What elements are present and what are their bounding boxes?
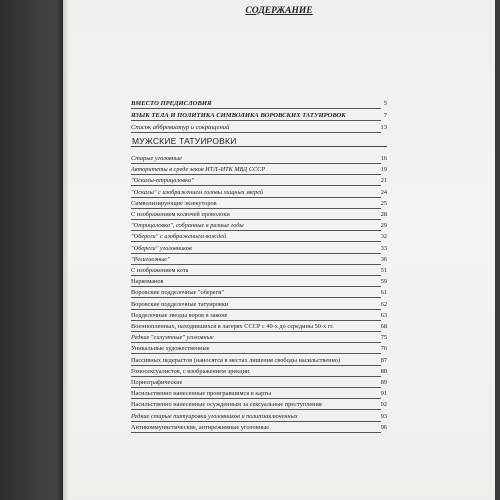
toc-entry-page: 88 xyxy=(380,368,387,375)
toc-entry-page: 96 xyxy=(380,424,387,431)
toc-entry xyxy=(131,233,387,243)
toc-entry-page: 76 xyxy=(380,345,387,352)
leader-line xyxy=(131,120,381,121)
toc-entry xyxy=(131,289,387,299)
toc-entry-label: "Оскалы-отрицаловки" xyxy=(131,177,194,184)
leader-line xyxy=(131,409,381,410)
toc-entry-page: 21 xyxy=(380,177,387,184)
toc-entry xyxy=(131,401,387,411)
leader-line xyxy=(131,331,381,332)
toc-entry-page: 29 xyxy=(380,222,387,229)
toc-entry xyxy=(131,211,387,221)
leader-line xyxy=(131,264,381,265)
toc-entry xyxy=(131,267,387,277)
leader-line xyxy=(131,174,381,175)
toc-entry-page: 61 xyxy=(380,289,387,296)
toc-entry xyxy=(131,390,387,400)
toc-entry-label: Символизирующие экзекуторов xyxy=(131,200,217,207)
toc-entry-label: Подделочные звезды воров в законе xyxy=(131,312,228,319)
toc-entry xyxy=(131,245,387,255)
leader-line xyxy=(131,387,381,388)
leader-line xyxy=(131,432,381,433)
toc-entry xyxy=(131,166,387,176)
toc-entry-page: 28 xyxy=(380,211,387,218)
toc-entry-label: "Отрицаловка", собранные в разные годы xyxy=(131,222,244,229)
toc-entry xyxy=(131,256,387,266)
toc-entry xyxy=(131,357,387,367)
leader-line xyxy=(131,275,381,276)
toc-entry-label: "Обереги" с изображением вождей xyxy=(131,233,227,240)
toc-entry-label: Авторитеты в среде зеков ИТЛ–ИТК МВД СССР xyxy=(131,166,266,173)
toc-entry-label: Гомосексуалистов, с изображением эрекции xyxy=(131,368,250,375)
leader-line xyxy=(131,309,381,310)
toc-entry-page: 7 xyxy=(383,112,387,119)
toc-entry-page: 24 xyxy=(380,189,387,196)
toc-entry-page: 16 xyxy=(380,155,387,162)
toc-entry-page: 62 xyxy=(380,301,387,308)
toc-entry-label: "Оскалы" с изображением головы хищных зверей xyxy=(131,189,264,196)
toc-entry-page: 63 xyxy=(380,312,387,319)
toc-entry-label: Старые уголовные xyxy=(131,155,182,162)
toc-entry-label: Насильственно нанесенные проигравшимся в карты xyxy=(131,390,272,397)
leader-line xyxy=(131,185,381,186)
section-title: МУЖСКИЕ ТАТУИРОВКИ xyxy=(132,136,237,146)
leader-line xyxy=(131,230,381,231)
toc-entry xyxy=(131,222,387,232)
leader-line xyxy=(131,320,381,321)
page-title: СОДЕРЖАНИЕ xyxy=(245,6,313,16)
leader-line xyxy=(131,365,381,366)
leader-line xyxy=(131,108,381,109)
toc-entry-label: ЯЗЫК ТЕЛА И ПОЛИТИКА СИМВОЛИКА ВОРОВСКИХ ТАТУИРОВОК xyxy=(131,112,346,119)
toc-entry-label: Редкие "силуэтные" уголовные xyxy=(131,334,214,341)
toc-entry-label: Воровские подделочные "обереги" xyxy=(131,289,225,296)
toc-entry xyxy=(131,334,387,344)
toc-entry xyxy=(131,323,387,333)
leader-line xyxy=(131,286,381,287)
toc-entry-page: 51 xyxy=(380,267,387,274)
toc-entry xyxy=(131,368,387,378)
toc-entry-page: 75 xyxy=(380,334,387,341)
toc-entry xyxy=(131,100,387,110)
toc-entry-label: Насильственно нанесенные осужденным за сексуальные преступления xyxy=(131,401,322,408)
toc-entry xyxy=(131,200,387,210)
toc-entry-label: Редкие старые татуировки уголовников и политзаключенных xyxy=(131,413,298,420)
toc-entry-label: "Обереги" уголовников xyxy=(131,245,192,252)
leader-line xyxy=(131,163,381,164)
toc-entry-label: Порнографические xyxy=(131,379,183,386)
toc-entry-page: 13 xyxy=(380,124,387,131)
toc-entry-page: 93 xyxy=(380,413,387,420)
toc-entry-label: Военнопленных, находившихся в лагерях СССР с 40-х до середины 50-х гг. xyxy=(131,323,334,330)
toc-entry-label: ВМЕСТО ПРЕДИСЛОВИЯ xyxy=(131,100,212,107)
toc-entry xyxy=(131,189,387,199)
toc-entry-label: Воровские подделочные татуировки xyxy=(131,301,229,308)
toc-entry xyxy=(131,112,387,122)
leader-line xyxy=(131,197,381,198)
toc-entry-page: 25 xyxy=(380,200,387,207)
toc-entry xyxy=(131,345,387,355)
toc-entry xyxy=(131,413,387,423)
toc-entry xyxy=(131,155,387,165)
leader-line xyxy=(131,353,381,354)
section-rule xyxy=(131,146,387,147)
toc-entry xyxy=(131,124,387,134)
leader-line xyxy=(131,253,381,254)
toc-entry xyxy=(131,278,387,288)
leader-line xyxy=(131,219,381,220)
leader-line xyxy=(131,398,381,399)
toc-entry xyxy=(131,301,387,311)
toc-entry-label: Наркоманов xyxy=(131,278,164,285)
toc-entry-page: 36 xyxy=(380,256,387,263)
toc-entry-page: 19 xyxy=(380,166,387,173)
toc-entry-label: "Религиозные" xyxy=(131,256,170,263)
toc-entry-page: 89 xyxy=(380,379,387,386)
leader-line xyxy=(131,241,381,242)
toc-entry-page: 59 xyxy=(380,278,387,285)
toc-entry-label: С изображением колючей проволоки xyxy=(131,211,230,218)
toc-entry-label: Список аббревиатур и сокращений xyxy=(131,124,230,131)
leader-line xyxy=(131,208,381,209)
leader-line xyxy=(131,376,381,377)
leader-line xyxy=(131,132,381,133)
leader-line xyxy=(131,421,381,422)
toc-entry-label: Уникальные художественные xyxy=(131,345,210,352)
toc-entry-page: 68 xyxy=(380,323,387,330)
toc-entry-page: 32 xyxy=(380,233,387,240)
toc-entry-page: 5 xyxy=(383,100,387,107)
leader-line xyxy=(131,342,381,343)
toc-entry-label: Антикоммунистические, антирежимные уголовные xyxy=(131,424,270,431)
toc-entry-label: Пассивных педерастов (наносятся в местах лишения свободы насильственно) xyxy=(131,357,341,364)
toc-entry xyxy=(131,424,387,434)
toc-entry-page: 87 xyxy=(380,357,387,364)
page-edge xyxy=(63,0,68,500)
toc-entry xyxy=(131,177,387,187)
leader-line xyxy=(131,297,381,298)
toc-entry-label: С изображением кота xyxy=(131,267,189,274)
toc-entry-page: 33 xyxy=(380,245,387,252)
toc-entry-page: 92 xyxy=(380,401,387,408)
toc-entry xyxy=(131,379,387,389)
toc-entry xyxy=(131,312,387,322)
toc-entry-page: 91 xyxy=(380,390,387,397)
